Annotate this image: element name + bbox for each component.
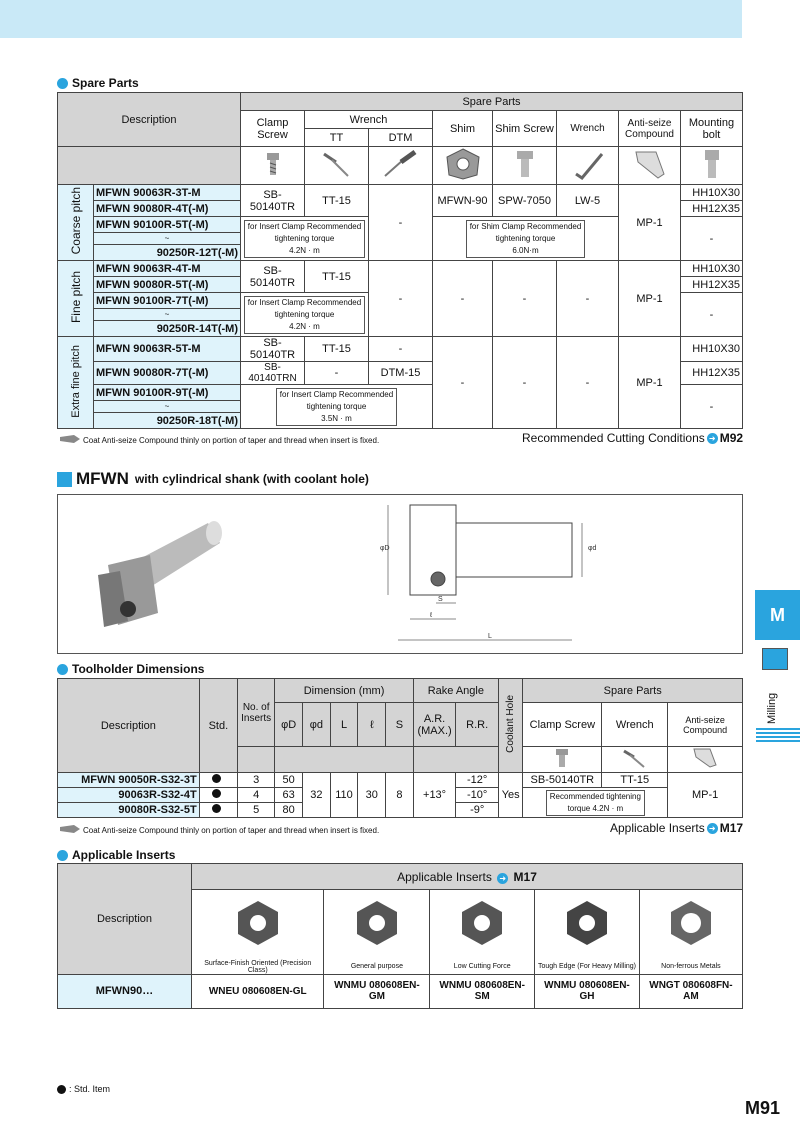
insert-gh-image (535, 890, 640, 960)
l-wrench-icon (557, 147, 619, 185)
sp-header-description: Description (58, 93, 241, 147)
sp-header-tt: TT (305, 129, 369, 147)
sp-header-clamp: Clamp Screw (241, 111, 305, 147)
sp-header-wrench: Wrench (305, 111, 433, 129)
extra-fine-torque-box: for Insert Clamp Recommended tightening torque 3.5N · m (241, 385, 433, 429)
dim-phi-D: φD (380, 545, 390, 552)
sp-header-bolt: Mounting bolt (681, 111, 743, 147)
tool-drawing (58, 495, 744, 655)
tool-image-box (57, 494, 743, 654)
dim-phi-d: φd (588, 545, 597, 552)
applicable-inserts-link[interactable]: Applicable Inserts ➜ M17 (610, 821, 744, 835)
side-stripes (756, 728, 800, 742)
th-torque-box: Recommended tightening torque 4.2N · m (523, 788, 668, 818)
insert-gl-image (192, 890, 324, 960)
insert-am-image (639, 890, 742, 960)
coarse-shim-torque-box: for Shim Clamp Recommended tightening torque 6.0N·m (433, 217, 619, 261)
bolt-icon (681, 147, 743, 185)
anti-seize-tube-icon (619, 147, 681, 185)
std-bullet-icon (57, 1085, 66, 1094)
sp-header-dtm: DTM (369, 129, 433, 147)
insert-gm-image (324, 890, 430, 960)
dtm-wrench-icon (369, 147, 433, 185)
fine-torque-box: for Insert Clamp Recommended tightening torque 4.2N · m (241, 293, 369, 337)
shim-icon (433, 147, 493, 185)
std-bullet-icon (199, 788, 237, 803)
bullet-icon (57, 664, 68, 675)
milling-tab[interactable]: M (755, 590, 800, 640)
coolant-hole-header: Coolant Hole (498, 679, 522, 773)
inserts-table: Description Applicable Inserts ➜ M17 Surface-Finish Oriented (Precision Class) General purpose Low Cutting Force Tough Edge (For Heavy Milling) Non-ferrous Metals MFWN90… WNEU 080608EN-GL WNMU 080608EN-GM WNMU 080608EN-SM WNMU 080608EN-GH WNGT 080608FN-AM (57, 863, 743, 1009)
tube-note-icon (60, 434, 80, 446)
dim-s: S (438, 596, 443, 603)
tube-note-icon (60, 824, 80, 836)
top-header-bar (0, 0, 742, 38)
sp-header-group: Spare Parts (241, 93, 743, 111)
bullet-icon (57, 850, 68, 861)
tt-wrench-icon (305, 147, 369, 185)
th-wrench-icon (602, 747, 668, 773)
mfwn-section-title: MFWN with cylindrical shank (with coolant hole) (57, 469, 369, 489)
th-clamp-screw-icon (523, 747, 602, 773)
sp-header-shim-screw: Shim Screw (493, 111, 557, 147)
toolholder-title: Toolholder Dimensions (57, 662, 204, 676)
dim-L: L (488, 633, 492, 640)
page-number: M91 (744, 1098, 780, 1118)
tool-dimension-drawing (388, 505, 582, 640)
toolholder-note: Coat Anti-seize Compound thinly on portion of taper and thread when insert is fixed. (60, 824, 379, 836)
dim-l: ℓ (430, 612, 433, 619)
tool-photo (98, 521, 222, 627)
std-bullet-icon (199, 803, 237, 818)
std-bullet-icon (199, 773, 237, 788)
clamp-screw-icon (241, 147, 305, 185)
insert-sm-image (430, 890, 535, 960)
coarse-torque-box: for Insert Clamp Recommended tightening torque 4.2N · m (241, 217, 369, 261)
extra-fine-pitch-label: Extra fine pitch (58, 337, 94, 429)
std-item-legend: : Std. Item (57, 1084, 110, 1094)
recommended-cutting-link[interactable]: Recommended Cutting Conditions ➜ M92 (522, 431, 744, 445)
milling-tab-icon (762, 648, 788, 670)
th-anti-seize-icon (668, 747, 743, 773)
sp-header-anti: Anti-seize Compound (619, 111, 681, 147)
inserts-title: Applicable Inserts (57, 848, 175, 862)
sp-header-wrench2: Wrench (557, 111, 619, 147)
spare-parts-note: Coat Anti-seize Compound thinly on portion of taper and thread when insert is fixed. (60, 434, 379, 446)
shim-screw-icon (493, 147, 557, 185)
bullet-icon (57, 78, 68, 89)
spare-parts-table: Description Spare Parts Clamp Screw Wrench Shim Shim Screw Wrench Anti-seize Compound Mounting bolt TT DTM Coarse pitch MFWN 90063R-3T-M SB-50140TR TT-15 - MFWN-90 SPW-7050 LW-5 MP-1 HH10X30 MFWN 90080R-4T(-M) HH12X35 MFWN 90100R-5T(-M) for Insert Clamp Recommended tightening torque 4.2N · m for Shim Clamp Recommended tightening torque 6.0N·m - ~ 90250R-12T(-M) Fine pitch MFWN 90063R-4T-M SB-50140TR TT-15 - - - - MP-1 HH10X30 MFWN 90080R-5T(-M) HH12X35 MFWN 90100R-7T(-M) for Insert Clamp Recommended tightening torque 4.2N · m - ~ 90250R-14T(-M) Extra fine pitch MFWN 90063R-5T-M SB-50140TR TT-15 - - - - MP-1 HH10X30 MFWN 90080R-7T(-M) SB-40140TRN - DTM-15 HH12X35 MFWN 90100R-9T(-M) for Insert Clamp Recommended tightening torque 3.5N · m - ~ 90250R-18T(-M) (57, 92, 743, 429)
inserts-header[interactable]: Applicable Inserts ➜ M17 (192, 864, 743, 890)
milling-side-label: Milling (766, 692, 778, 724)
arrow-right-icon: ➜ (497, 873, 508, 884)
spare-parts-title: Spare Parts (57, 76, 139, 90)
arrow-right-icon: ➜ (707, 823, 718, 834)
coarse-pitch-label: Coarse pitch (58, 185, 94, 261)
sp-header-shim: Shim (433, 111, 493, 147)
square-bullet-icon (57, 472, 72, 487)
arrow-right-icon: ➜ (707, 433, 718, 444)
fine-pitch-label: Fine pitch (58, 261, 94, 337)
toolholder-table: Description Std. No. of Inserts Dimension (mm) Rake Angle Coolant Hole Spare Parts φD φd L ℓ S A.R. (MAX.) R.R. Clamp Screw Wrench Anti-seize Compound MFWN 90050R-S32-3T 3 50 32 110 30 8 +13° -12° Yes SB-50140TR TT-15 MP-1 90063R-S32-4T 4 63 -10° Recommended tightening torque 4.2N · m 90080R-S32-5T 5 80 -9° (57, 678, 743, 818)
